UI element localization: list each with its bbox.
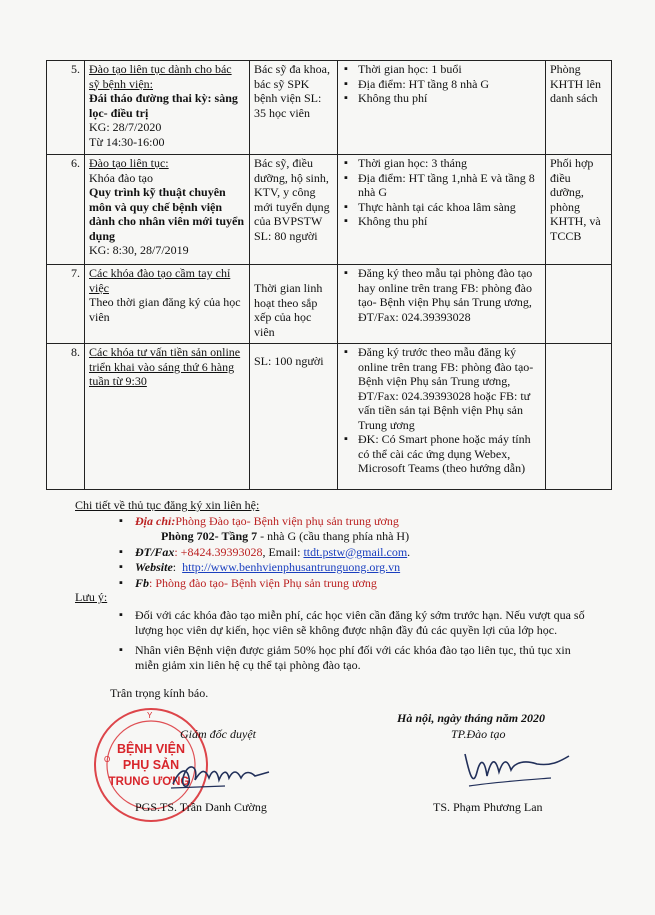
info-item: ▪ Thực hành tại các khoa lâm sàng <box>342 200 541 215</box>
info-item: ▪ Không thu phí <box>342 91 541 106</box>
participants-cell: Thời gian linh hoạt theo sắp xếp của học viên <box>250 265 338 344</box>
right-signature-title: TP.Đào tạo <box>451 727 506 741</box>
course-title: Các khóa tư vấn tiền sản online triển khai vào sáng thứ 6 hàng tuần từ 9:30 <box>89 345 241 388</box>
table-row <box>47 344 612 490</box>
participants-cell: SL: 100 người <box>250 344 338 490</box>
info-item: ▪ Thời gian học: 1 buổi <box>342 62 541 77</box>
course-subtitle: Khóa đào tạo <box>89 170 153 185</box>
notes-heading: Lưu ý: <box>75 590 108 604</box>
note-item: ▪ Đối với các khóa đào tạo miễn phí, các học viên cần đăng ký sớm trước hạn. Nếu vượt qua số lượng học viên dự kiến, học viên sẽ không được nhận đầy đủ các quyền lợi của lớp học. <box>75 608 585 639</box>
participants-cell: Bác sỹ đa khoa, bác sỹ SPK bệnh viện SL: 35 học viên <box>250 61 338 155</box>
left-signature-name: PGS.TS. Trần Danh Cường <box>135 800 267 814</box>
notes-section <box>75 590 585 678</box>
course-detail: Từ 14:30-16:00 <box>89 134 165 149</box>
closing-text: Trân trọng kính báo. <box>110 686 209 700</box>
unit-cell: Phối hợp điều dưỡng, phòng KHTH, và TCCB <box>546 155 612 265</box>
course-title: Các khóa đào tạo cầm tay chỉ việc <box>89 266 231 295</box>
course-cell <box>85 344 250 490</box>
info-item: ▪ Đăng ký trước theo mẫu đăng ký online trên trang FB: phòng đào tạo- Bệnh viện Phụ sản Trung ương, ĐT/Fax: 024.39393028 hoặc FB: tư vấn tiền sản tại Bệnh viện Phụ sản Trung ương <box>342 345 541 432</box>
unit-cell <box>546 344 612 490</box>
left-signature-title: Giám đốc duyệt <box>180 727 256 741</box>
table-row <box>47 61 612 155</box>
director-signature <box>165 748 275 798</box>
unit-cell: Phòng KHTH lên danh sách <box>546 61 612 155</box>
fb-label: Fb <box>135 575 150 590</box>
fb-value: : Phòng đào tạo- Bệnh viện Phụ sản trung ương <box>149 575 377 590</box>
website-label: Website <box>135 560 173 574</box>
info-item: ▪ Không thu phí <box>342 214 541 229</box>
row-number: 5. <box>47 61 85 155</box>
table-row <box>47 155 612 265</box>
email-label: , Email: <box>262 544 304 559</box>
course-detail: KG: 28/7/2020 <box>89 120 162 134</box>
contact-phone <box>75 545 615 561</box>
course-title: Đào tạo liên tục dành cho bác sỹ bệnh viện: <box>89 62 232 91</box>
info-cell <box>338 155 546 265</box>
stamp-line-1: BỆNH VIỆN <box>116 742 186 756</box>
course-cell <box>85 155 250 265</box>
row-number: 8. <box>47 344 85 490</box>
info-item: ▪ Địa điểm: HT tầng 8 nhà G <box>342 77 541 92</box>
phone-label: ĐT/Fax <box>135 544 175 559</box>
stamp-ring-letter: Y <box>147 711 153 720</box>
row-number: 7. <box>47 265 85 344</box>
room-rest: - nhà G (cầu thang phía nhà H) <box>257 529 410 543</box>
course-title: Đào tạo liên tục: <box>89 156 169 170</box>
contact-fb <box>75 576 615 592</box>
stamp-line-2: PHỤ SẢN <box>122 758 180 772</box>
course-bold-title: Quy trình kỹ thuật chuyên môn và quy chế bệnh viện dành cho nhân viên mới tuyển dụng <box>89 185 245 243</box>
email-link[interactable]: ttdt.pstw@gmail.com <box>303 544 408 559</box>
table-row <box>47 265 612 344</box>
info-cell <box>338 265 546 344</box>
participants-cell: Bác sỹ, điều dưỡng, hộ sinh, KTV, y công mới tuyển dụng của BVPSTW SL: 80 người <box>250 155 338 265</box>
contact-heading: Chi tiết về thủ tục đăng ký xin liên hệ: <box>75 498 260 512</box>
contact-address <box>75 514 615 545</box>
info-item: ▪ Thời gian học: 3 tháng <box>342 156 541 171</box>
info-cell <box>338 344 546 490</box>
phone-value: : +8424.39393028 <box>174 544 263 559</box>
course-cell <box>85 265 250 344</box>
room-bold: Phòng 702- Tầng 7 <box>161 529 258 543</box>
course-detail: KG: 8:30, 28/7/2019 <box>89 243 189 257</box>
course-table <box>46 60 612 490</box>
right-signature-name: TS. Phạm Phương Lan <box>433 800 543 814</box>
email-period: . <box>407 544 411 559</box>
contact-section <box>75 498 615 591</box>
address-value: Phòng Đào tạo- Bệnh viện phụ sản trung ương <box>175 513 399 528</box>
document-date: Hà nội, ngày tháng năm 2020 <box>397 711 546 725</box>
course-cell <box>85 61 250 155</box>
course-bold-title: Đái tháo đường thai kỳ: sàng lọc- điều trị <box>89 91 238 120</box>
unit-cell <box>546 265 612 344</box>
training-head-signature <box>455 742 575 794</box>
contact-website: ▪ Website: http://www.benhvienphusantrunguong.org.vn <box>75 560 615 576</box>
info-item: ▪ Địa điểm: HT tầng 1,nhà E và tầng 8 nhà G <box>342 171 541 200</box>
course-subtitle: Theo thời gian đăng ký của học viên <box>89 295 241 324</box>
stamp-line-3: TRUNG ƯƠNG <box>108 776 190 788</box>
website-link[interactable]: http://www.benhvienphusantrunguong.org.vn <box>182 560 401 574</box>
row-number: 6. <box>47 155 85 265</box>
stamp-ring-letter: O <box>104 755 111 764</box>
info-item: ▪ Đăng ký theo mẫu tại phòng đào tạo hay online trên trang FB: phòng đào tạo- Bệnh viện Phụ sản Trung ương, ĐT/Fax: 024.39393028 <box>342 266 541 324</box>
info-item: ▪ ĐK: Có Smart phone hoặc máy tính có thể cài các ứng dụng Webex, Microsoft Teams (theo hướng dẫn) <box>342 432 541 476</box>
address-label: Địa chỉ: <box>135 513 176 528</box>
info-cell <box>338 61 546 155</box>
note-item: ▪ Nhân viên Bệnh viện được giảm 50% học phí đối với các khóa đào tạo liên tục, thủ tục xin miễn giảm xin liên hệ cụ thể tại phòng đào tạo. <box>75 643 585 674</box>
